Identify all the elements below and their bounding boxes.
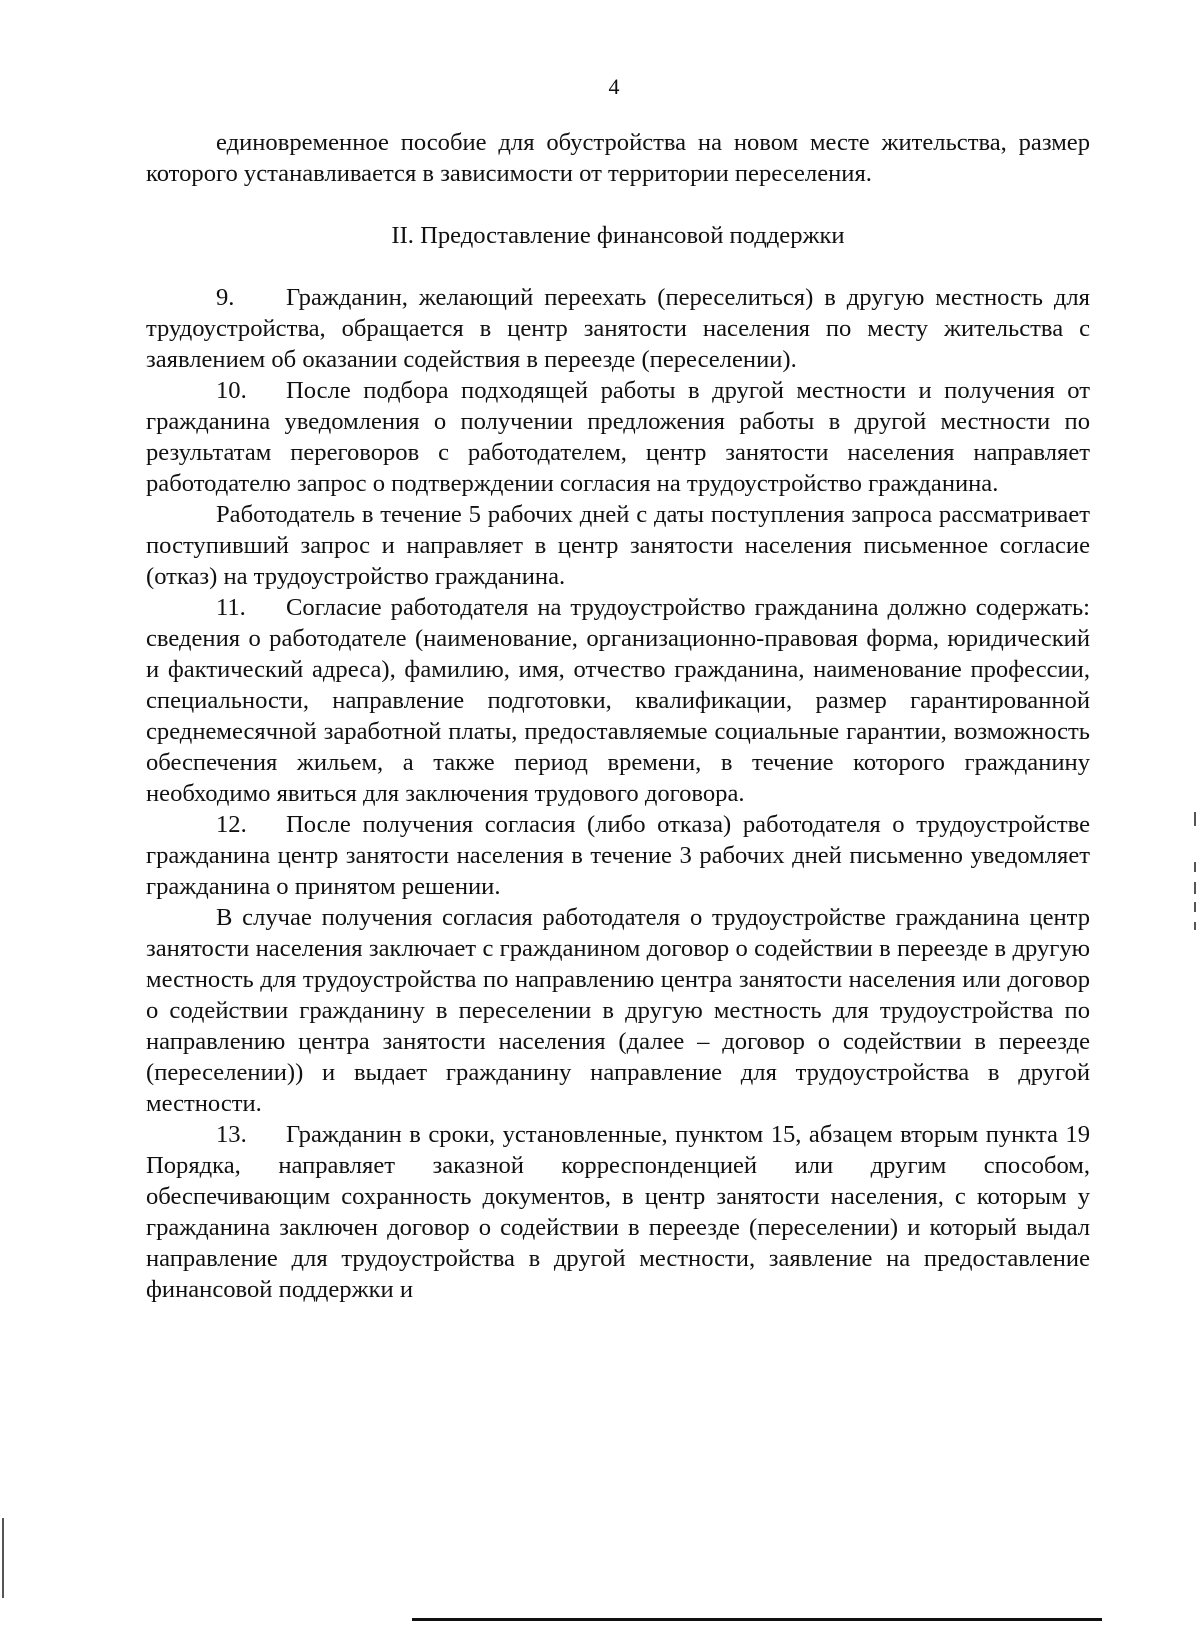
- paragraph-10: [146, 375, 1090, 499]
- scan-artifact-mark: [1194, 862, 1196, 872]
- bottom-rule: [412, 1618, 1102, 1621]
- paragraph-text: Согласие работодателя на трудоустройство гражданина должно содержать: сведения о работодателе (наименование, организационно-правовая форма, юридический и фактический адреса), фамилию, имя, отчество гражданина, наименование профессии, специальности, направление подготовки, квалификации, размер гарантированной среднемесячной заработной платы, предоставляемые социальные гарантии, возможность обеспечения жильем, а также период времени, в течение которого гражданину необходимо явиться для заключения трудового договора.: [146, 594, 1090, 807]
- paragraph-13: [146, 1119, 1090, 1305]
- scan-artifact-mark: [1194, 902, 1196, 912]
- paragraph-12-continued: В случае получения согласия работодателя о трудоустройстве гражданина центр занятости населения заключает с гражданином договор о содействии в переезде в другую местность для трудоустройства по направлению центра занятости населения или договор о содействии гражданину в переселении в другую местность для трудоустройства по направлению центра занятости населения (далее – договор о содействии в переезде (переселении)) и выдает гражданину направление для трудоустройства в другой местности.: [146, 904, 1090, 1117]
- paragraph-11: [146, 592, 1090, 809]
- section-heading: II. Предоставление финансовой поддержки: [391, 222, 845, 249]
- paragraph-number: 10.: [216, 377, 247, 404]
- paragraph-number: 9.: [216, 284, 235, 311]
- paragraph-text: Гражданин, желающий переехать (переселиться) в другую местность для трудоустройства, обращается в центр занятости населения по месту жительства с заявлением об оказании содействия в переезде (переселении).: [146, 284, 1090, 373]
- scan-artifact-mark: [1194, 812, 1196, 826]
- scan-artifact-mark: [1194, 882, 1196, 894]
- scan-artifact-mark: [2, 1518, 4, 1598]
- intro-paragraph: единовременное пособие для обустройства на новом месте жительства, размер которого устанавливается в зависимости от территории переселения.: [146, 129, 1090, 187]
- paragraph-9: [146, 282, 1090, 375]
- document-body: [146, 127, 1090, 1305]
- paragraph-text: Гражданин в сроки, установленные, пунктом 15, абзацем вторым пункта 19 Порядка, направляет заказной корреспонденцией или другим способом, обеспечивающим сохранность документов, в центр занятости населения, с которым у гражданина заключен договор о содействии в переезде (переселении) и который выдал направление для трудоустройства в другой местности, заявление на предоставление финансовой поддержки и: [146, 1121, 1090, 1303]
- scan-artifact-mark: [1194, 922, 1196, 930]
- paragraph-number: 13.: [216, 1121, 247, 1148]
- paragraph-text: После подбора подходящей работы в другой местности и получения от гражданина уведомления о получении предложения работы в другой местности по результатам переговоров с работодателем, центр занятости населения направляет работодателю запрос о подтверждении согласия на трудоустройство гражданина.: [146, 377, 1090, 497]
- page-number: 4: [608, 74, 620, 99]
- paragraph-number: 11.: [216, 594, 246, 621]
- paragraph-10-continued: Работодатель в течение 5 рабочих дней с даты поступления запроса рассматривает поступивший запрос и направляет в центр занятости населения письменное согласие (отказ) на трудоустройство гражданина.: [146, 501, 1090, 590]
- paragraph-12: [146, 809, 1090, 902]
- paragraph-number: 12.: [216, 811, 247, 838]
- paragraph-text: После получения согласия (либо отказа) работодателя о трудоустройстве гражданина центр занятости населения в течение 3 рабочих дней письменно уведомляет гражданина о принятом решении.: [146, 811, 1090, 900]
